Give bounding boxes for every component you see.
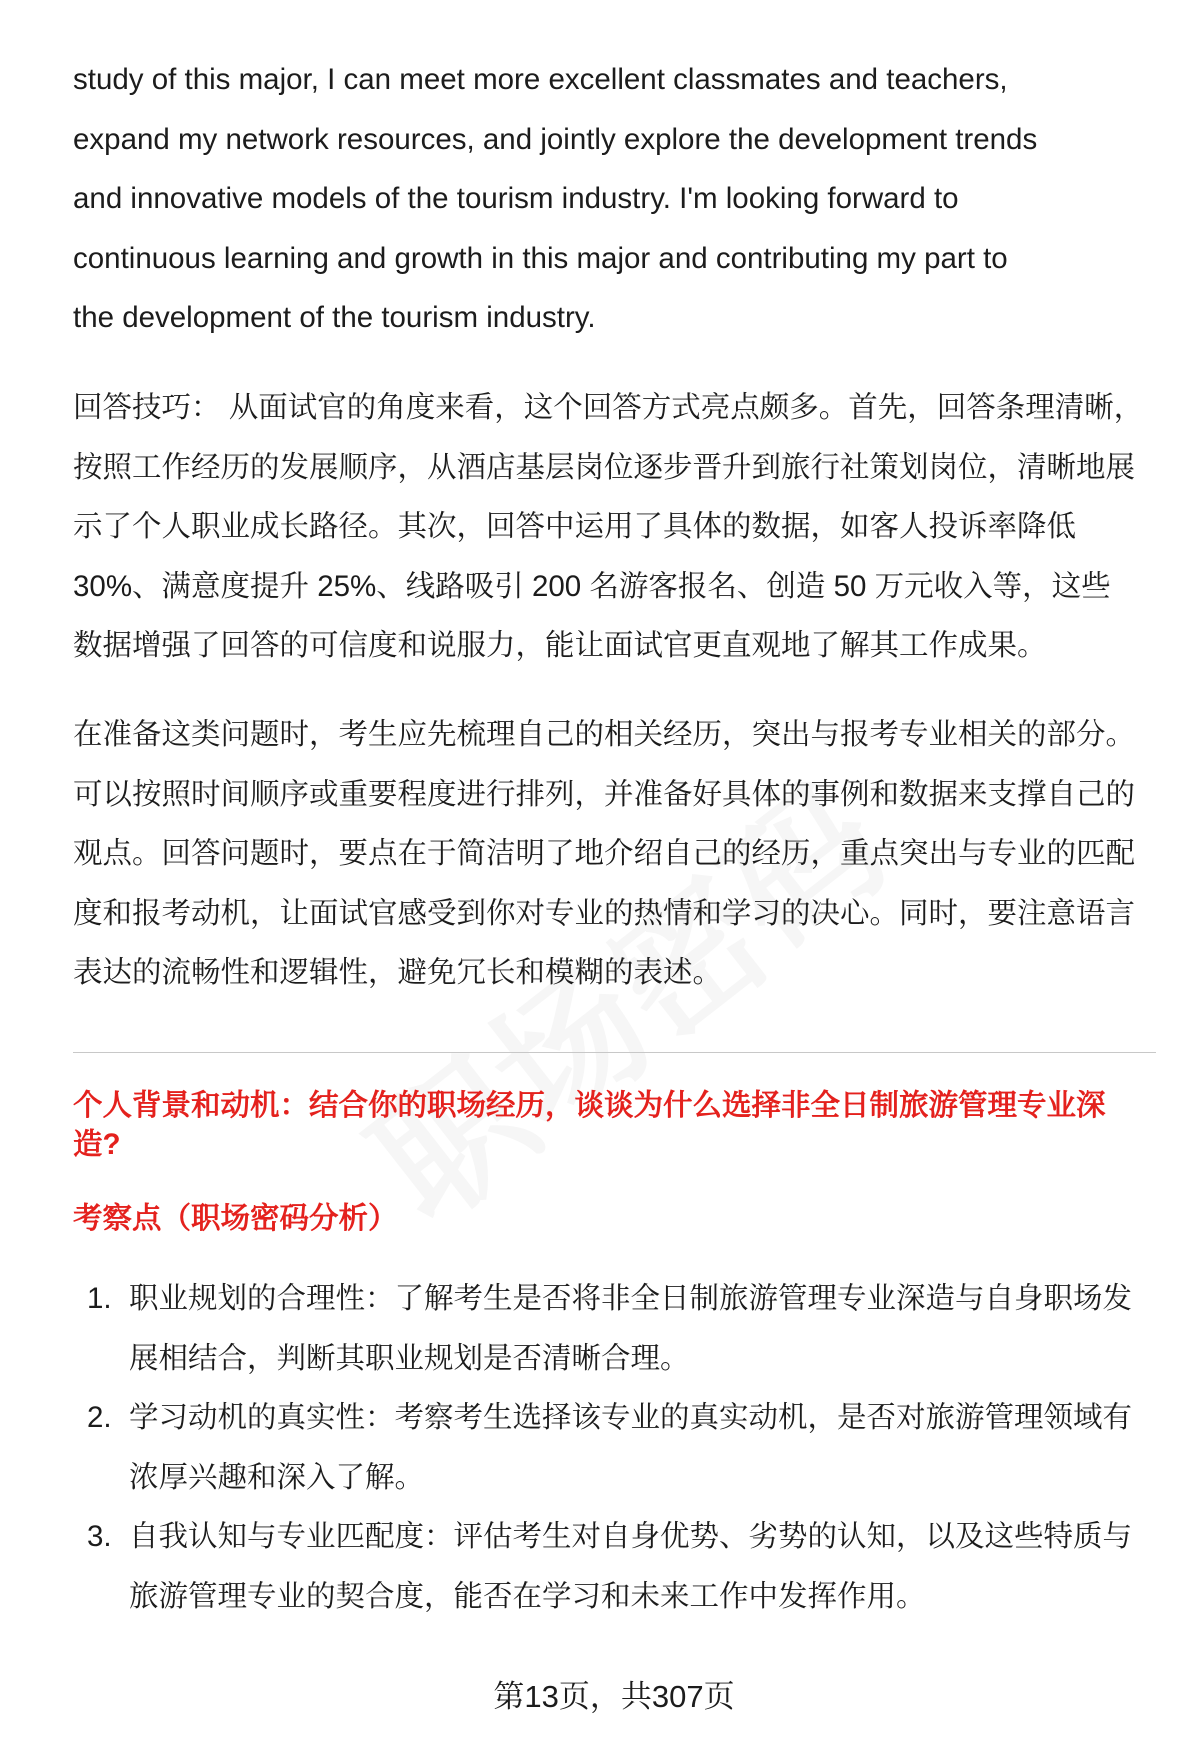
point-text-line: 自我认知与专业匹配度：评估考生对自身优势、劣势的认知，以及这些特质与 — [129, 1520, 1133, 1554]
question-heading — [73, 1086, 1163, 1164]
paragraph-line: 30%、满意度提升 25%、线路吸引 200 名游客报名、创造 50 万元收入等，这些 — [73, 569, 1111, 603]
answer-closing-paragraph — [73, 50, 1163, 348]
point-text-line: 展相结合，判断其职业规划是否清晰合理。 — [129, 1341, 690, 1375]
point-text-line: 旅游管理专业的契合度，能否在学习和未来工作中发挥作用。 — [129, 1579, 926, 1613]
paragraph-line: 回答技巧： 从面试官的角度来看，这个回答方式亮点颇多。首先，回答条理清晰， — [73, 391, 1144, 424]
paragraph-line: 度和报考动机，让面试官感受到你对专业的热情和学习的决心。同时，要注意语言 — [73, 896, 1136, 930]
assessment-subheading — [73, 1199, 1163, 1239]
paragraph-line: 数据增强了回答的可信度和说服力，能让面试官更直观地了解其工作成果。 — [73, 629, 1047, 663]
paragraph-line: continuous learning and growth in this major and contributing my part to — [73, 241, 1008, 275]
paragraph-line: 按照工作经历的发展顺序，从酒店基层岗位逐步晋升到旅行社策划岗位，清晰地展 — [73, 450, 1136, 484]
point-number: 3. — [87, 1520, 112, 1554]
paragraph-line: 表达的流畅性和逻辑性，避免冗长和模糊的表述。 — [73, 956, 723, 990]
heading-line: 个人背景和动机：结合你的职场经历，谈谈为什么选择非全日制旅游管理专业深 — [73, 1089, 1106, 1122]
page-indicator: 第13页，共307页 — [493, 1679, 735, 1714]
point-text-line: 学习动机的真实性：考察考生选择该专业的真实动机，是否对旅游管理领域有 — [129, 1401, 1133, 1435]
assessment-points-list — [73, 1269, 1163, 1627]
assessment-point-1 — [73, 1269, 1163, 1388]
subheading-text: 考察点（职场密码分析） — [73, 1202, 398, 1235]
section-divider — [73, 1052, 1156, 1053]
point-number: 1. — [87, 1282, 112, 1315]
point-text-line: 职业规划的合理性：了解考生是否将非全日制旅游管理专业深造与自身职场发 — [129, 1282, 1133, 1315]
answer-tips-paragraph — [73, 378, 1163, 676]
paragraph-line: and innovative models of the tourism industry. I'm looking forward to — [73, 182, 959, 216]
assessment-point-3 — [73, 1507, 1163, 1626]
heading-line: 造? — [73, 1128, 121, 1161]
paragraph-line: study of this major, I can meet more excellent classmates and teachers, — [73, 63, 1008, 96]
paragraph-line: 在准备这类问题时，考生应先梳理自己的相关经历，突出与报考专业相关的部分。 — [73, 718, 1136, 751]
assessment-point-2 — [73, 1388, 1163, 1507]
point-number: 2. — [87, 1401, 112, 1435]
paragraph-line: the development of the tourism industry. — [73, 301, 596, 335]
preparation-advice-paragraph — [73, 705, 1163, 1003]
paragraph-line: 可以按照时间顺序或重要程度进行排列，并准备好具体的事例和数据来支撑自己的 — [73, 777, 1136, 811]
point-text-line: 浓厚兴趣和深入了解。 — [129, 1460, 425, 1494]
paragraph-line: 示了个人职业成长路径。其次，回答中运用了具体的数据，如客人投诉率降低 — [73, 510, 1077, 544]
paragraph-line: 观点。回答问题时，要点在于简洁明了地介绍自己的经历，重点突出与专业的匹配 — [73, 837, 1136, 871]
paragraph-line: expand my network resources, and jointly explore the development trends — [73, 122, 1038, 156]
